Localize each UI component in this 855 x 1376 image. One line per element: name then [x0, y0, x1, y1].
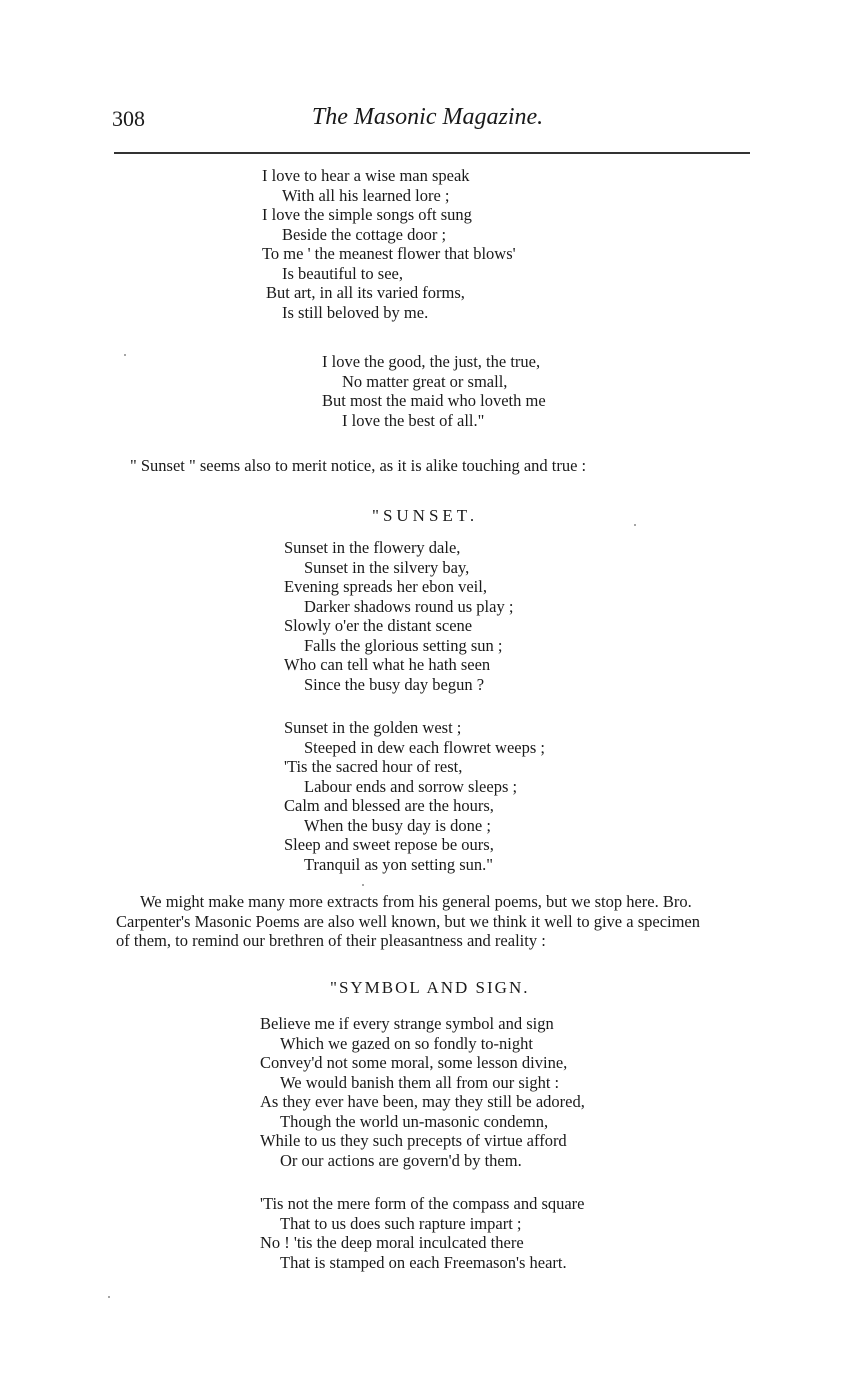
- symbol-title: "SYMBOL AND SIGN.: [330, 978, 530, 997]
- header-rule: [114, 152, 750, 154]
- verse-line: Is still beloved by me.: [282, 302, 429, 322]
- running-title: The Masonic Magazine.: [311, 104, 544, 130]
- verse-line: Who can tell what he hath seen: [284, 655, 491, 674]
- verse-line: Sunset in the flowery dale,: [284, 538, 461, 557]
- verse-line: Sunset in the silvery bay,: [304, 557, 470, 577]
- verse-line: Believe me if every strange symbol and sign: [260, 1014, 554, 1033]
- verse-line: I love the good, the just, the true,: [322, 352, 541, 371]
- scan-speck: [634, 524, 636, 526]
- sunset-stanza-a: [284, 538, 513, 694]
- verse-line: When the busy day is done ;: [304, 815, 491, 835]
- verse-line: I love the best of all.": [342, 410, 485, 430]
- poem-one-stanza-b: [322, 352, 546, 430]
- verse-line: Calm and blessed are the hours,: [284, 796, 494, 815]
- verse-line: I love the simple songs oft sung: [262, 205, 472, 224]
- poem-one-stanza-a: [262, 166, 516, 322]
- verse-line: Beside the cottage door ;: [282, 224, 447, 244]
- verse-line: Sleep and sweet repose be ours,: [284, 835, 494, 854]
- verse-line: No matter great or small,: [342, 371, 508, 391]
- page-number: 308: [112, 106, 145, 131]
- verse-line: Is beautiful to see,: [282, 263, 403, 283]
- verse-line: No ! 'tis the deep moral inculcated there: [260, 1233, 524, 1252]
- verse-line: 'Tis the sacred hour of rest,: [284, 757, 463, 776]
- verse-line: Falls the glorious setting sun ;: [304, 635, 503, 655]
- scan-speck: [124, 354, 126, 356]
- verse-line: Slowly o'er the distant scene: [284, 616, 473, 635]
- verse-line: With all his learned lore ;: [282, 185, 450, 205]
- page-header: [0, 100, 855, 140]
- symbol-stanza-b: [260, 1194, 585, 1272]
- verse-line: Though the world un-masonic condemn,: [280, 1111, 549, 1131]
- symbol-stanza-a: [260, 1014, 585, 1170]
- sunset-intro: [130, 456, 586, 476]
- verse-line: Sunset in the golden west ;: [284, 718, 462, 737]
- verse-line: But art, in all its varied forms,: [266, 283, 465, 302]
- scan-speck: [108, 1296, 110, 1298]
- verse-line: But most the maid who loveth me: [322, 391, 546, 410]
- sunset-title: "SUNSET.: [372, 506, 479, 525]
- verse-line: While to us they such precepts of virtue afford: [260, 1131, 567, 1150]
- verse-line: We would banish them all from our sight :: [280, 1072, 560, 1092]
- verse-line: That is stamped on each Freemason's heart.: [280, 1252, 567, 1272]
- prose-line: of them, to remind our brethren of their pleasantness and reality :: [116, 931, 546, 950]
- prose-paragraph: [116, 892, 700, 951]
- verse-line: I love to hear a wise man speak: [262, 166, 470, 185]
- verse-line: Evening spreads her ebon veil,: [284, 577, 487, 596]
- verse-line: Convey'd not some moral, some lesson divine,: [260, 1053, 568, 1072]
- verse-line: Steeped in dew each flowret weeps ;: [304, 737, 545, 757]
- verse-line: As they ever have been, may they still be adored,: [260, 1092, 585, 1111]
- verse-line: That to us does such rapture impart ;: [280, 1213, 522, 1233]
- prose-line: Carpenter's Masonic Poems are also well known, but we think it well to give a specimen: [116, 911, 701, 931]
- sunset-stanza-b: [284, 718, 545, 874]
- verse-line: Tranquil as yon setting sun.": [304, 854, 494, 874]
- verse-line: Since the busy day begun ?: [304, 674, 485, 694]
- verse-line: To me ' the meanest flower that blows': [262, 244, 516, 263]
- verse-line: 'Tis not the mere form of the compass and square: [260, 1194, 585, 1213]
- verse-line: Labour ends and sorrow sleeps ;: [304, 776, 518, 796]
- verse-line: Which we gazed on so fondly to-night: [280, 1033, 533, 1053]
- prose-line: We might make many more extracts from his general poems, but we stop here. Bro.: [140, 892, 692, 911]
- verse-line: Or our actions are govern'd by them.: [280, 1150, 522, 1170]
- prose-line: " Sunset " seems also to merit notice, as it is alike touching and true :: [130, 456, 587, 475]
- verse-line: Darker shadows round us play ;: [304, 596, 514, 616]
- scan-speck: [362, 884, 364, 886]
